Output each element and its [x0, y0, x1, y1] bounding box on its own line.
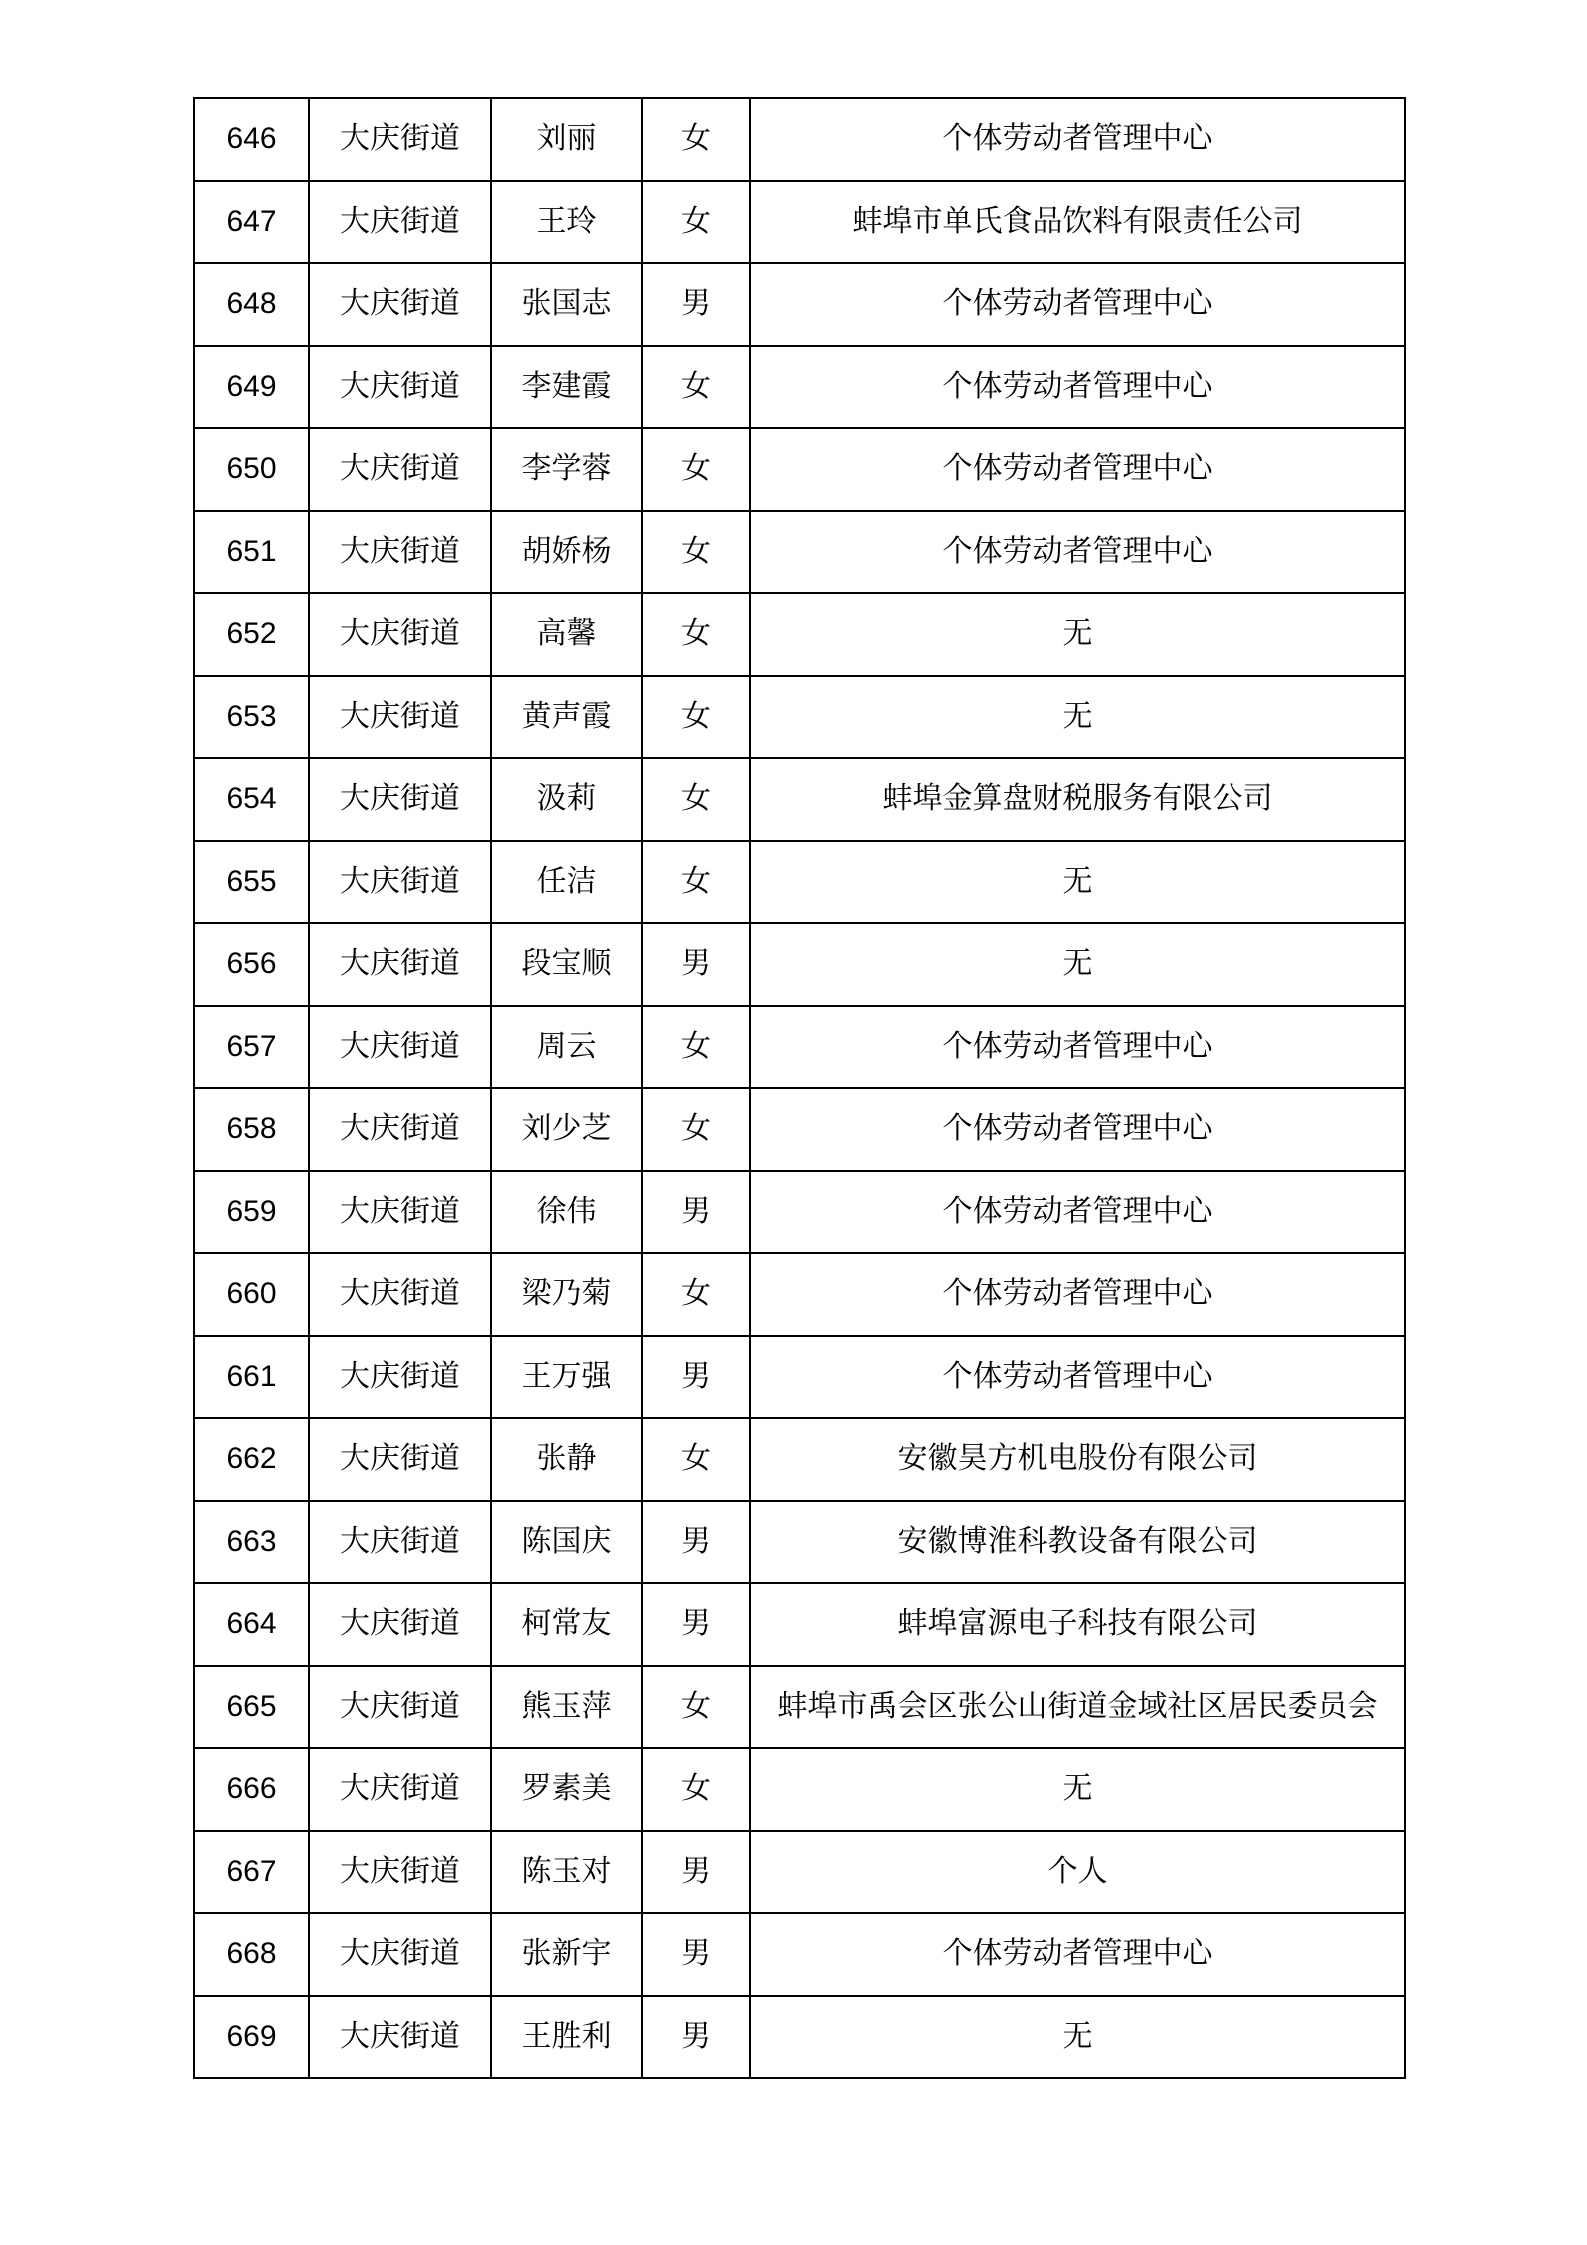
table-row [194, 511, 1405, 594]
cell-employer: 无 [750, 841, 1405, 924]
table-row [194, 263, 1405, 346]
cell-row-number: 655 [194, 841, 309, 924]
cell-street: 大庆街道 [309, 511, 491, 594]
cell-row-number: 654 [194, 758, 309, 841]
cell-person-name: 汲莉 [491, 758, 642, 841]
cell-employer: 个体劳动者管理中心 [750, 1088, 1405, 1171]
cell-gender: 男 [642, 1501, 750, 1584]
cell-gender: 女 [642, 1088, 750, 1171]
cell-street: 大庆街道 [309, 181, 491, 264]
cell-gender: 女 [642, 98, 750, 181]
cell-street: 大庆街道 [309, 346, 491, 429]
cell-street: 大庆街道 [309, 1831, 491, 1914]
table-row [194, 841, 1405, 924]
cell-gender: 女 [642, 346, 750, 429]
cell-street: 大庆街道 [309, 676, 491, 759]
cell-employer: 无 [750, 1748, 1405, 1831]
table-row [194, 1913, 1405, 1996]
cell-street: 大庆街道 [309, 1336, 491, 1419]
cell-person-name: 李学蓉 [491, 428, 642, 511]
cell-street: 大庆街道 [309, 758, 491, 841]
cell-street: 大庆街道 [309, 1913, 491, 1996]
cell-employer: 安徽昊方机电股份有限公司 [750, 1418, 1405, 1501]
cell-employer: 个体劳动者管理中心 [750, 511, 1405, 594]
table-row [194, 1088, 1405, 1171]
cell-person-name: 王万强 [491, 1336, 642, 1419]
cell-person-name: 周云 [491, 1006, 642, 1089]
cell-row-number: 647 [194, 181, 309, 264]
cell-street: 大庆街道 [309, 1748, 491, 1831]
cell-employer: 个体劳动者管理中心 [750, 263, 1405, 346]
cell-employer: 个体劳动者管理中心 [750, 98, 1405, 181]
cell-person-name: 刘丽 [491, 98, 642, 181]
cell-gender: 男 [642, 1336, 750, 1419]
table-row [194, 1583, 1405, 1666]
cell-row-number: 658 [194, 1088, 309, 1171]
cell-gender: 女 [642, 676, 750, 759]
table-row [194, 428, 1405, 511]
cell-row-number: 648 [194, 263, 309, 346]
cell-street: 大庆街道 [309, 1501, 491, 1584]
cell-street: 大庆街道 [309, 1583, 491, 1666]
cell-gender: 男 [642, 263, 750, 346]
cell-gender: 男 [642, 1913, 750, 1996]
cell-gender: 女 [642, 841, 750, 924]
table-row [194, 1666, 1405, 1749]
cell-employer: 个体劳动者管理中心 [750, 1171, 1405, 1254]
cell-employer: 无 [750, 1996, 1405, 2079]
cell-row-number: 660 [194, 1253, 309, 1336]
cell-row-number: 646 [194, 98, 309, 181]
table-row [194, 1253, 1405, 1336]
cell-employer: 蚌埠市单氏食品饮料有限责任公司 [750, 181, 1405, 264]
table-row [194, 1418, 1405, 1501]
cell-employer: 蚌埠金算盘财税服务有限公司 [750, 758, 1405, 841]
cell-row-number: 666 [194, 1748, 309, 1831]
cell-street: 大庆街道 [309, 841, 491, 924]
cell-employer: 无 [750, 923, 1405, 1006]
cell-person-name: 张静 [491, 1418, 642, 1501]
table-row [194, 346, 1405, 429]
cell-gender: 男 [642, 923, 750, 1006]
cell-row-number: 651 [194, 511, 309, 594]
cell-row-number: 668 [194, 1913, 309, 1996]
cell-street: 大庆街道 [309, 593, 491, 676]
cell-row-number: 657 [194, 1006, 309, 1089]
cell-street: 大庆街道 [309, 263, 491, 346]
cell-person-name: 梁乃菊 [491, 1253, 642, 1336]
cell-gender: 男 [642, 1171, 750, 1254]
cell-row-number: 663 [194, 1501, 309, 1584]
table-row [194, 1171, 1405, 1254]
cell-person-name: 陈国庆 [491, 1501, 642, 1584]
cell-street: 大庆街道 [309, 1666, 491, 1749]
cell-row-number: 653 [194, 676, 309, 759]
cell-gender: 男 [642, 1583, 750, 1666]
cell-gender: 女 [642, 1006, 750, 1089]
cell-employer: 个体劳动者管理中心 [750, 1006, 1405, 1089]
cell-gender: 女 [642, 1748, 750, 1831]
cell-row-number: 665 [194, 1666, 309, 1749]
cell-employer: 个体劳动者管理中心 [750, 428, 1405, 511]
cell-gender: 男 [642, 1831, 750, 1914]
cell-person-name: 胡娇杨 [491, 511, 642, 594]
cell-person-name: 高馨 [491, 593, 642, 676]
cell-person-name: 罗素美 [491, 1748, 642, 1831]
cell-person-name: 王玲 [491, 181, 642, 264]
cell-employer: 个体劳动者管理中心 [750, 1336, 1405, 1419]
cell-row-number: 652 [194, 593, 309, 676]
cell-gender: 女 [642, 511, 750, 594]
table-row [194, 1996, 1405, 2079]
table-row [194, 593, 1405, 676]
cell-person-name: 段宝顺 [491, 923, 642, 1006]
table-row [194, 1831, 1405, 1914]
roster-table-body [194, 98, 1405, 2078]
cell-person-name: 徐伟 [491, 1171, 642, 1254]
cell-employer: 个体劳动者管理中心 [750, 346, 1405, 429]
cell-gender: 女 [642, 1418, 750, 1501]
roster-table [193, 97, 1406, 2079]
cell-row-number: 669 [194, 1996, 309, 2079]
cell-street: 大庆街道 [309, 923, 491, 1006]
cell-street: 大庆街道 [309, 1418, 491, 1501]
cell-person-name: 任洁 [491, 841, 642, 924]
cell-row-number: 659 [194, 1171, 309, 1254]
cell-employer: 无 [750, 593, 1405, 676]
cell-person-name: 熊玉萍 [491, 1666, 642, 1749]
table-row [194, 676, 1405, 759]
cell-street: 大庆街道 [309, 98, 491, 181]
cell-row-number: 662 [194, 1418, 309, 1501]
table-row [194, 98, 1405, 181]
cell-person-name: 张国志 [491, 263, 642, 346]
table-row [194, 923, 1405, 1006]
cell-row-number: 649 [194, 346, 309, 429]
cell-row-number: 650 [194, 428, 309, 511]
cell-gender: 女 [642, 1253, 750, 1336]
cell-employer: 个体劳动者管理中心 [750, 1913, 1405, 1996]
cell-employer: 安徽博淮科教设备有限公司 [750, 1501, 1405, 1584]
cell-person-name: 刘少芝 [491, 1088, 642, 1171]
cell-employer: 个体劳动者管理中心 [750, 1253, 1405, 1336]
cell-gender: 女 [642, 428, 750, 511]
table-row [194, 1006, 1405, 1089]
table-row [194, 1336, 1405, 1419]
cell-person-name: 陈玉对 [491, 1831, 642, 1914]
cell-street: 大庆街道 [309, 428, 491, 511]
cell-street: 大庆街道 [309, 1088, 491, 1171]
cell-row-number: 664 [194, 1583, 309, 1666]
cell-person-name: 柯常友 [491, 1583, 642, 1666]
cell-row-number: 667 [194, 1831, 309, 1914]
cell-person-name: 李建霞 [491, 346, 642, 429]
cell-gender: 女 [642, 758, 750, 841]
cell-street: 大庆街道 [309, 1006, 491, 1089]
cell-street: 大庆街道 [309, 1253, 491, 1336]
cell-gender: 男 [642, 1996, 750, 2079]
cell-street: 大庆街道 [309, 1171, 491, 1254]
table-row [194, 181, 1405, 264]
cell-employer: 蚌埠富源电子科技有限公司 [750, 1583, 1405, 1666]
table-row [194, 1748, 1405, 1831]
cell-street: 大庆街道 [309, 1996, 491, 2079]
table-row [194, 758, 1405, 841]
cell-row-number: 661 [194, 1336, 309, 1419]
cell-gender: 女 [642, 1666, 750, 1749]
cell-person-name: 黄声霞 [491, 676, 642, 759]
cell-employer: 无 [750, 676, 1405, 759]
cell-employer: 个人 [750, 1831, 1405, 1914]
cell-gender: 女 [642, 593, 750, 676]
table-row [194, 1501, 1405, 1584]
cell-person-name: 张新宇 [491, 1913, 642, 1996]
cell-person-name: 王胜利 [491, 1996, 642, 2079]
cell-gender: 女 [642, 181, 750, 264]
cell-employer: 蚌埠市禹会区张公山街道金域社区居民委员会 [750, 1666, 1405, 1749]
cell-row-number: 656 [194, 923, 309, 1006]
